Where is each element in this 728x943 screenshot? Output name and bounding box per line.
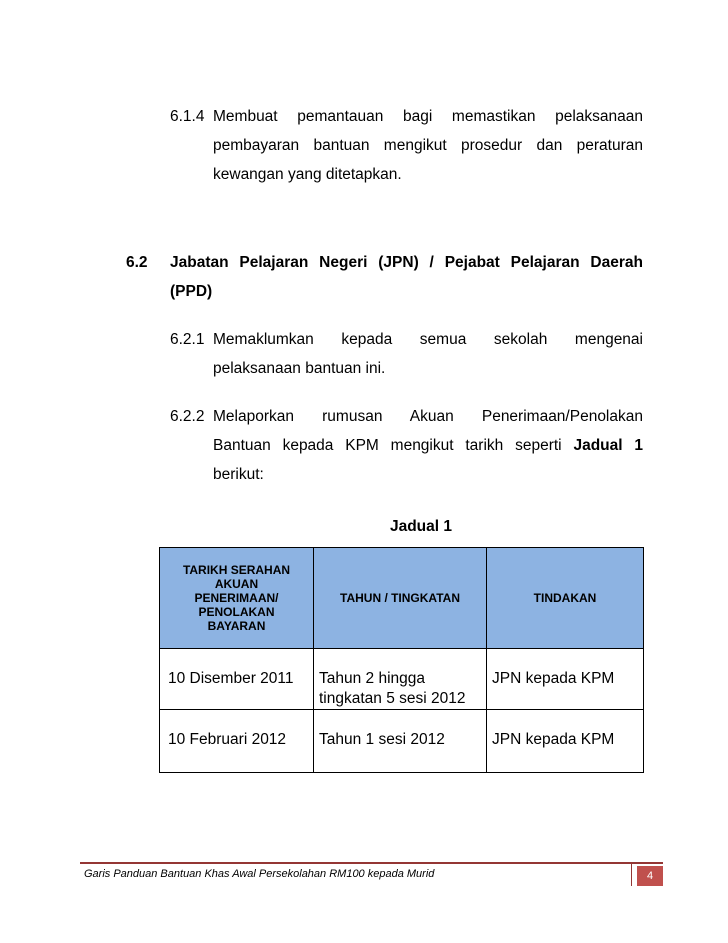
page-number: 4 <box>637 866 663 886</box>
paragraph-line: kewangan yang ditetapkan. <box>213 166 402 183</box>
jadual-table <box>159 547 644 773</box>
section-6-1-4 <box>170 102 643 189</box>
footer-text: Garis Panduan Bantuan Khas Awal Persekolahan RM100 kepada Murid <box>84 868 435 880</box>
paragraph-line: Melaporkan rumusan Akuan Penerimaan/Penolakan <box>213 408 643 425</box>
section-number: 6.1.4 <box>170 108 205 125</box>
paragraph-line: berikut: <box>213 466 264 483</box>
section-6-2-2 <box>170 402 643 489</box>
header-label: TINDAKAN <box>533 591 597 605</box>
header-line: PENOLAKAN <box>198 605 275 619</box>
cell-line: tingkatan 5 sesi 2012 <box>319 690 466 707</box>
section-number: 6.2 <box>126 254 148 271</box>
paragraph-line: pembayaran bantuan mengikut prosedur dan peraturan <box>213 137 643 154</box>
header-line: AKUAN <box>214 577 259 591</box>
header-line: PENERIMAAN/ <box>194 591 279 605</box>
paragraph-text: Bantuan kepada KPM mengikut tarikh seperti <box>213 437 574 454</box>
heading-line: (PPD) <box>170 283 213 300</box>
header-tarikh <box>160 548 314 649</box>
footer-divider <box>631 864 632 886</box>
section-6-2-heading <box>126 248 643 306</box>
section-6-2-1 <box>170 325 643 383</box>
paragraph-line: pelaksanaan bantuan ini. <box>213 360 386 377</box>
header-tindakan <box>487 548 644 649</box>
table-row <box>160 710 644 773</box>
cell-tahun <box>314 649 487 710</box>
paragraph-line: Membuat pemantauan bagi memastikan pelaksanaan <box>213 108 643 125</box>
footer-rule <box>80 862 663 864</box>
table-reference: Jadual 1 <box>573 437 644 454</box>
paragraph-line: Memaklumkan kepada semua sekolah mengenai <box>213 331 643 348</box>
cell-tahun <box>314 710 487 773</box>
section-number: 6.2.2 <box>170 408 205 425</box>
cell-tarikh: 10 Februari 2012 <box>160 710 314 773</box>
cell-tindakan: JPN kepada KPM <box>487 649 644 710</box>
paragraph-line-with-ref <box>213 431 643 460</box>
cell-tarikh: 10 Disember 2011 <box>160 649 314 710</box>
header-line: BAYARAN <box>207 619 266 633</box>
cell-line: Tahun 1 sesi 2012 <box>319 731 445 748</box>
cell-line: Tahun 2 hingga <box>319 670 426 687</box>
cell-tindakan: JPN kepada KPM <box>487 710 644 773</box>
table-header-row <box>160 548 644 649</box>
table-caption: Jadual 1 <box>389 518 452 535</box>
table-row <box>160 649 644 710</box>
header-line: TARIKH SERAHAN <box>182 563 291 577</box>
heading-line: Jabatan Pelajaran Negeri (JPN) / Pejabat Pelajaran Daerah <box>170 254 643 271</box>
header-tahun <box>314 548 487 649</box>
header-label: TAHUN / TINGKATAN <box>340 591 460 605</box>
section-number: 6.2.1 <box>170 331 205 348</box>
